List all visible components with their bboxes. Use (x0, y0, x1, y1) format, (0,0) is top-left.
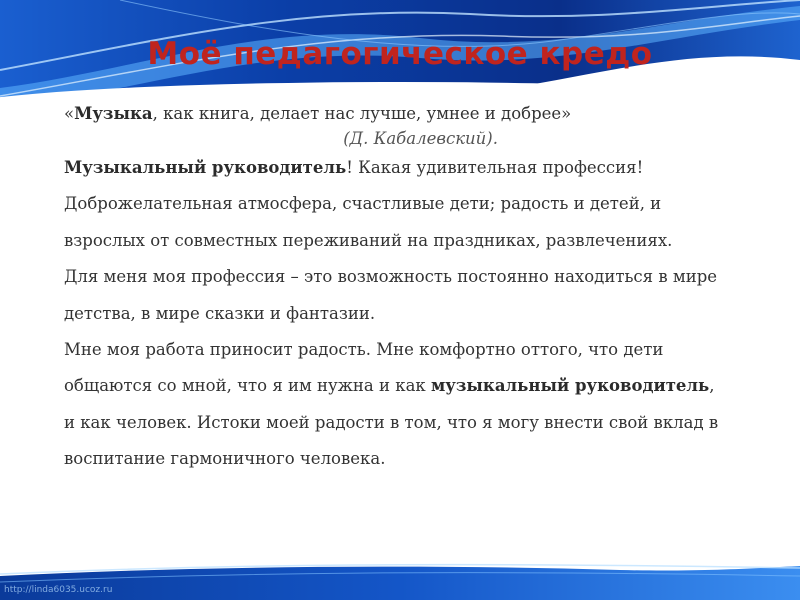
paragraph-1 (64, 150, 724, 259)
quote-bold-word: Музыка (74, 104, 153, 123)
paragraph-1-bold: Музыкальный руководитель (64, 158, 347, 177)
bottom-wave-background (0, 562, 800, 600)
footer-watermark-url: http://linda6035.ucoz.ru (4, 585, 113, 595)
paragraph-3-start: Мне моя работа приносит радость. Мне комфортно оттого, что дети общаются со мной, что я им нужна и как (64, 340, 664, 396)
slide-title: Моё педагогическое кредо (147, 36, 653, 72)
paragraph-3-end: , и как человек. Истоки моей радости в том, что я могу внести свой вклад в воспитание гармоничного человека. (64, 376, 719, 469)
bottom-wave-banner (0, 562, 800, 600)
quote-author: (Д. Кабалевский). (343, 129, 498, 148)
paragraph-2: Для меня моя профессия – это возможность постоянно находиться в мире детства, в мире сказки и фантазии. (64, 267, 718, 323)
slide-content (64, 100, 724, 478)
paragraph-1-text: ! Какая удивительная профессия! Доброжелательная атмосфера, счастливые дети; радость и детей, и взрослых от совместных переживаний на праздниках, развлечениях. (64, 158, 673, 250)
paragraph-3 (64, 332, 724, 478)
paragraph-3-bold: музыкальный руководитель (430, 376, 710, 396)
epigraph-quote (64, 100, 724, 128)
quote-text: , как книга, делает нас лучше, умнее и добрее» (152, 104, 572, 123)
quote-open-mark: « (64, 104, 75, 123)
